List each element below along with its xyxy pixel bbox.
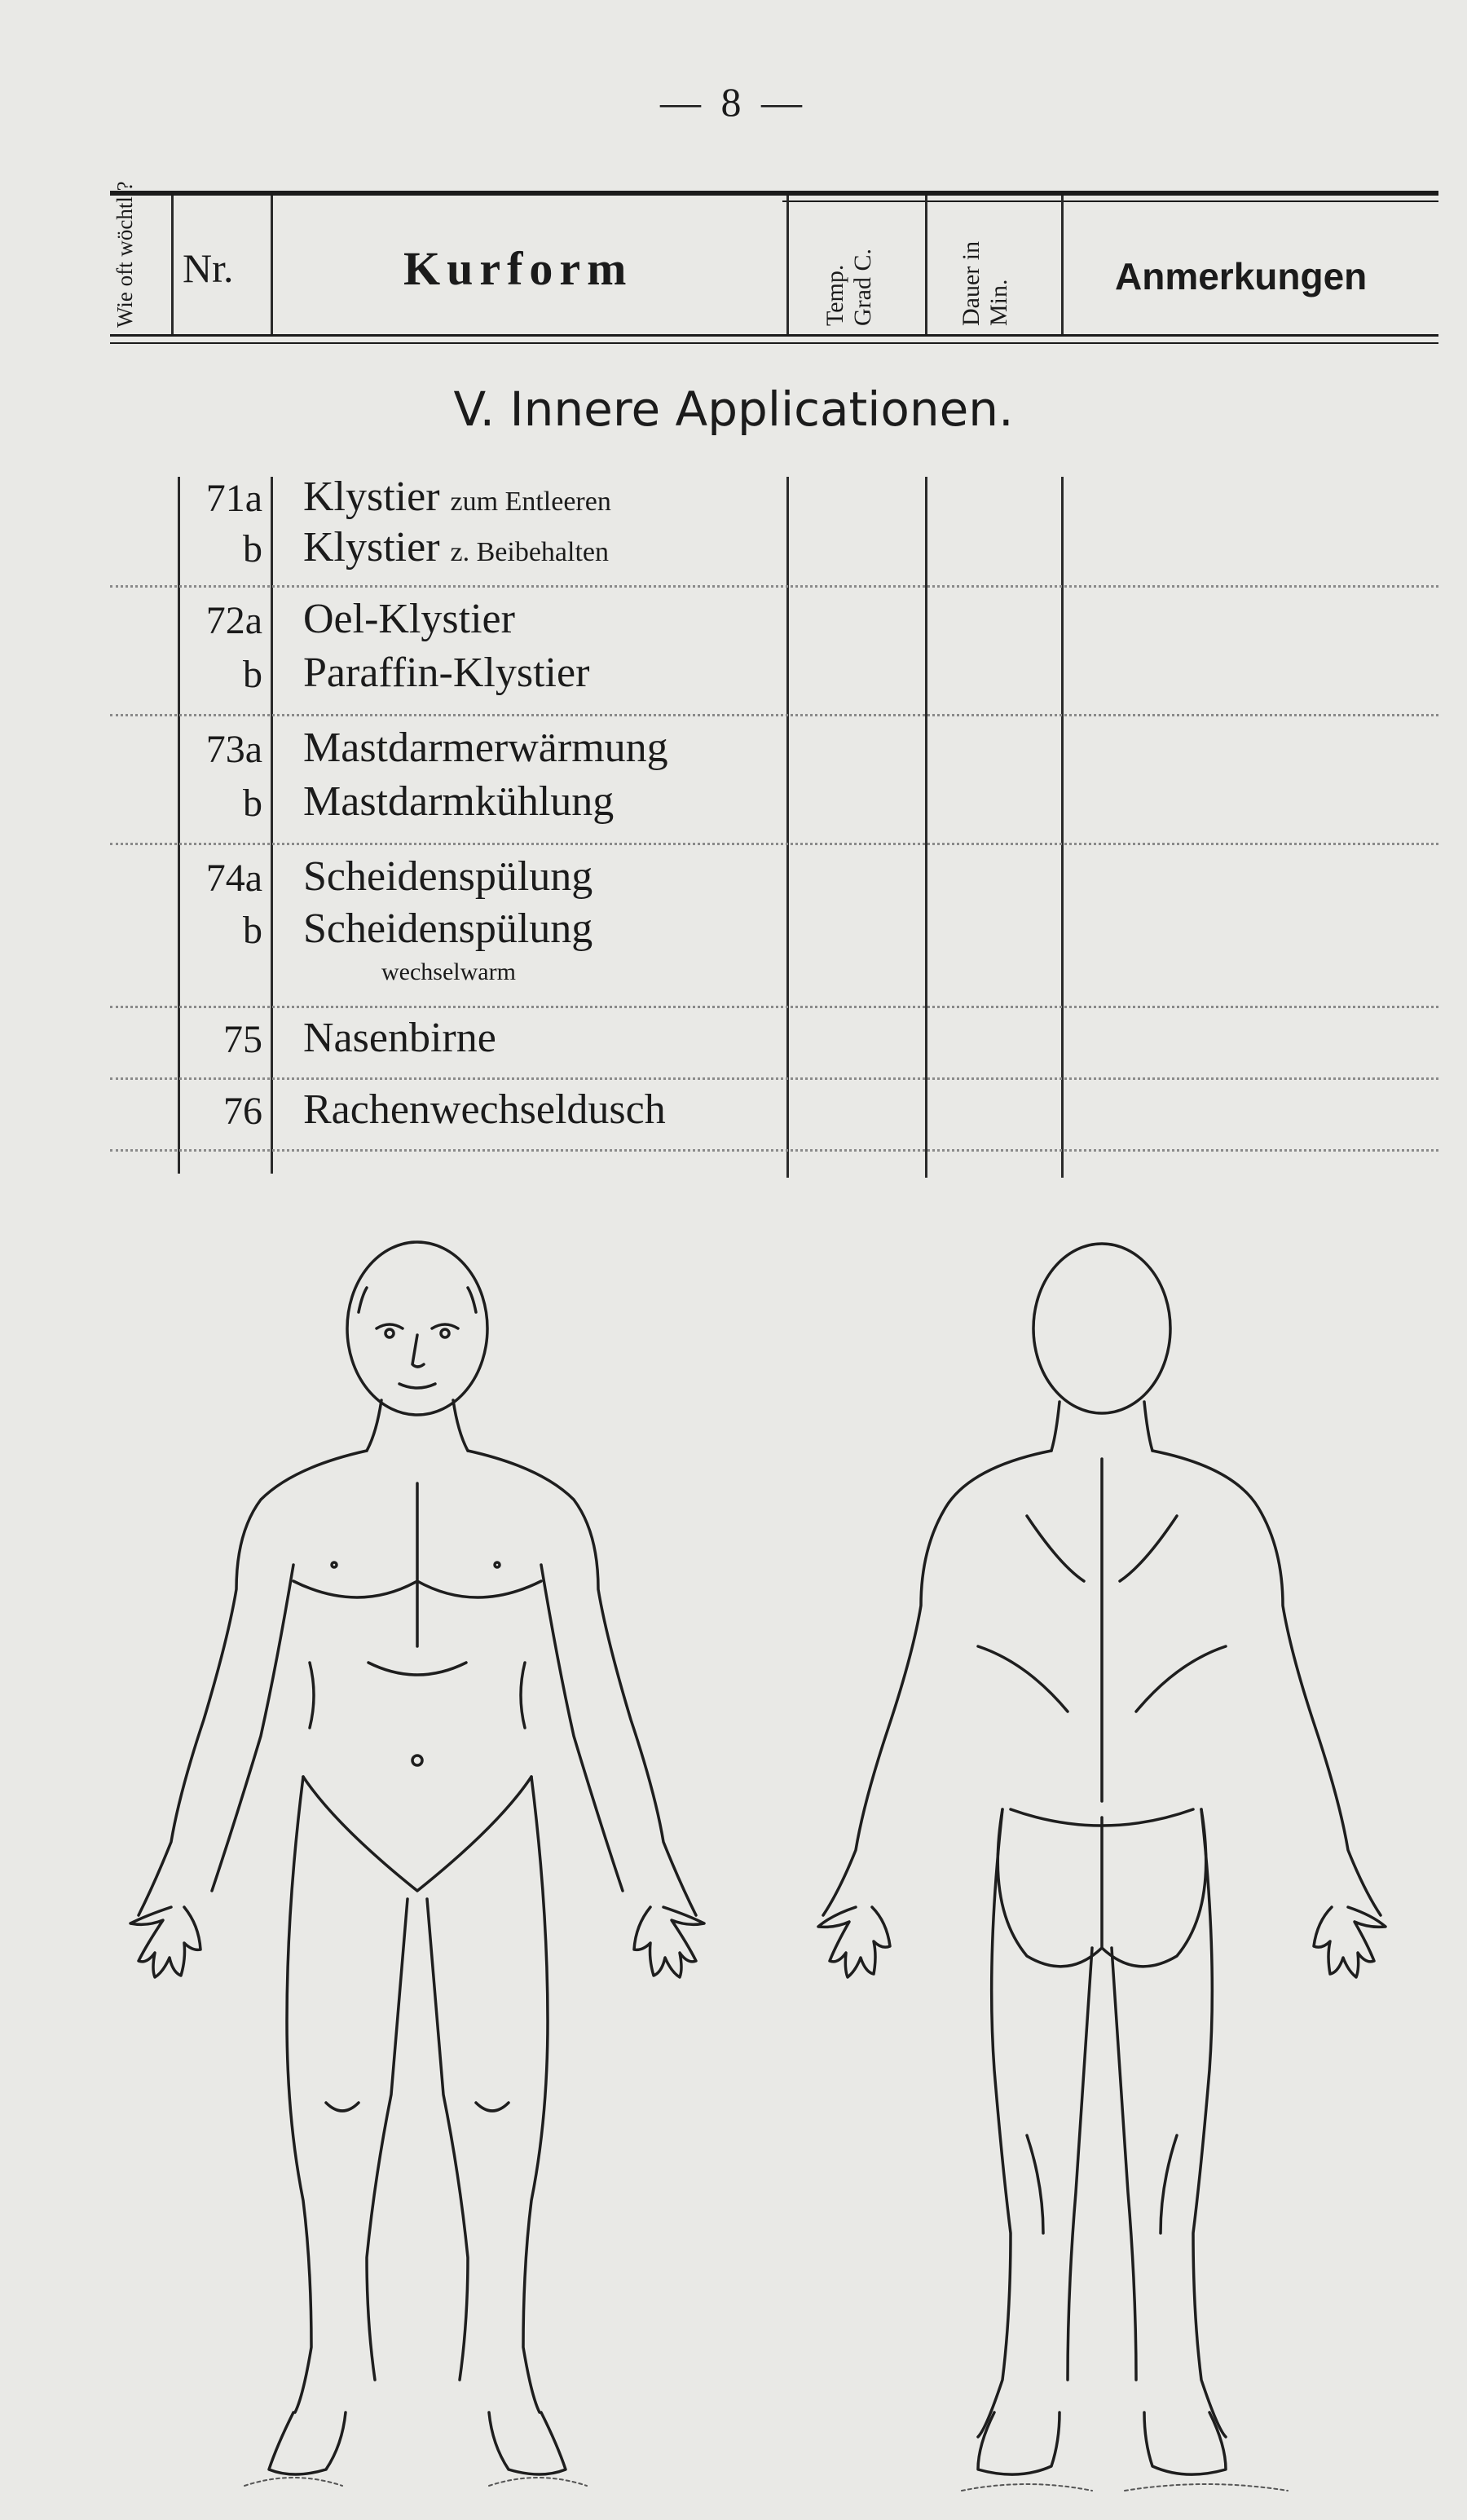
header-divider	[786, 196, 789, 334]
row-number: b	[243, 909, 262, 952]
header-remarks: Anmerkungen	[1115, 255, 1368, 297]
treatment-name: Klystier	[303, 524, 440, 571]
header-duration: Dauer in Min.	[958, 240, 1012, 326]
page-number: — 8 —	[660, 79, 807, 125]
back-body-figure	[818, 1244, 1386, 2491]
table-top-rule-thin	[782, 200, 1438, 202]
row-treatment	[303, 473, 611, 521]
row-number: 73a	[205, 728, 262, 771]
treatment-suffix: zum Entleeren	[450, 487, 611, 517]
row-number: 74a	[205, 857, 262, 900]
row-number: 71a	[205, 477, 262, 520]
row-treatment: Nasenbirne	[303, 1015, 496, 1061]
column-divider	[271, 477, 273, 1174]
row-separator	[110, 1006, 1438, 1008]
row-treatment: Scheidenspülung	[303, 853, 593, 900]
column-divider	[925, 477, 927, 1178]
header-treatment: Kurform	[403, 242, 633, 295]
header-number: Nr.	[183, 245, 234, 291]
row-number: b	[243, 782, 262, 825]
row-treatment: Oel-Klystier	[303, 596, 515, 642]
row-separator	[110, 1077, 1438, 1080]
row-treatment	[303, 523, 609, 571]
header-frequency: Wie oft wöchtl.?	[112, 181, 137, 328]
front-body-figure	[130, 1242, 704, 2486]
row-number: 72a	[205, 599, 262, 642]
header-divider	[925, 196, 927, 334]
row-number: 75	[223, 1018, 262, 1061]
row-separator	[110, 585, 1438, 588]
row-treatment: Paraffin-Klystier	[303, 650, 590, 696]
header-temperature: Temp. Grad C.	[822, 249, 876, 326]
row-treatment: Mastdarmerwärmung	[303, 725, 668, 771]
treatment-suffix: z. Beibehalten	[450, 537, 610, 567]
header-divider	[171, 196, 174, 334]
row-number: b	[243, 653, 262, 696]
table-top-rule	[110, 191, 1438, 196]
row-separator	[110, 843, 1438, 845]
treatment-name: Klystier	[303, 474, 440, 520]
section-title: V. Innere Applicationen.	[453, 381, 1014, 437]
header-divider	[1061, 196, 1064, 334]
header-bottom-rule	[110, 334, 1438, 337]
column-divider	[1061, 477, 1064, 1178]
body-diagram	[0, 1190, 1467, 2518]
header-divider	[271, 196, 273, 334]
column-divider	[786, 477, 789, 1178]
header-bottom-rule-thin	[110, 342, 1438, 344]
row-separator	[110, 1149, 1438, 1152]
row-separator	[110, 714, 1438, 716]
row-treatment: Mastdarmkühlung	[303, 778, 615, 825]
row-number: b	[243, 527, 262, 571]
row-number: 76	[223, 1090, 262, 1133]
treatment-note: wechselwarm	[381, 958, 516, 985]
row-treatment: Scheidenspülung	[303, 905, 593, 952]
row-treatment: Rachenwechseldusch	[303, 1086, 666, 1133]
